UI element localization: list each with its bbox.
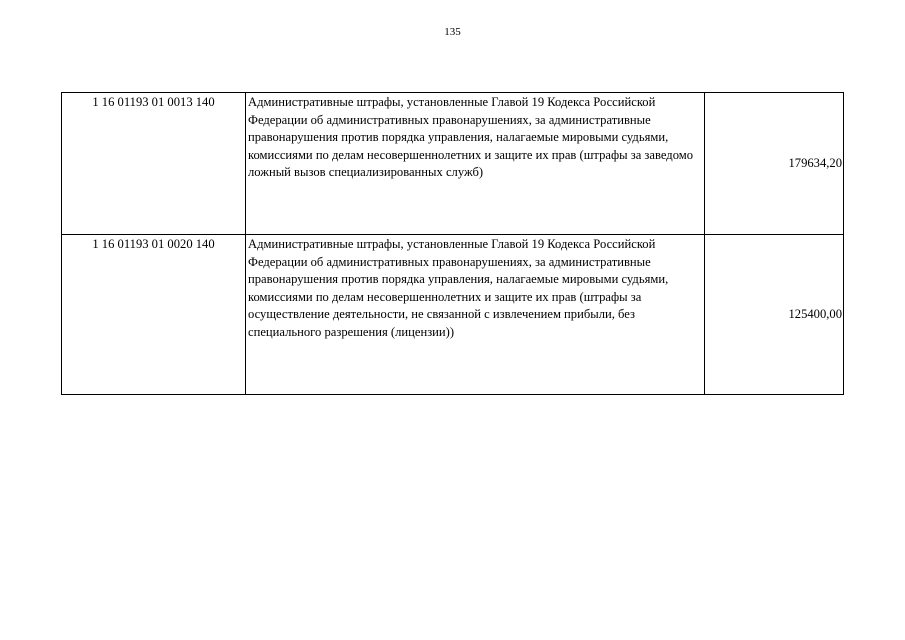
amount-cell: 179634,20 bbox=[705, 93, 844, 235]
table-row bbox=[62, 93, 844, 235]
description-cell: Административные штрафы, установленные Главой 19 Кодекса Российской Федерации об административных правонарушениях, за административные правонарушения против порядка управления, налагаемые мировыми судьями, комиссиями по делам несовершеннолетних и защите их прав (штрафы за осуществление деятельности, не связанной с извлечением прибыли, без специального разрешения (лицензии)) bbox=[246, 235, 705, 395]
budget-code-cell: 1 16 01193 01 0020 140 bbox=[62, 235, 246, 395]
amount-cell: 125400,00 bbox=[705, 235, 844, 395]
description-cell: Административные штрафы, установленные Главой 19 Кодекса Российской Федерации об административных правонарушениях, за административные правонарушения против порядка управления, налагаемые мировыми судьями, комиссиями по делам несовершеннолетних и защите их прав (штрафы за заведомо ложный вызов специализированных служб) bbox=[246, 93, 705, 235]
budget-code-cell: 1 16 01193 01 0013 140 bbox=[62, 93, 246, 235]
page-number: 135 bbox=[444, 26, 461, 38]
table-row bbox=[62, 235, 844, 395]
budget-table bbox=[61, 92, 844, 395]
